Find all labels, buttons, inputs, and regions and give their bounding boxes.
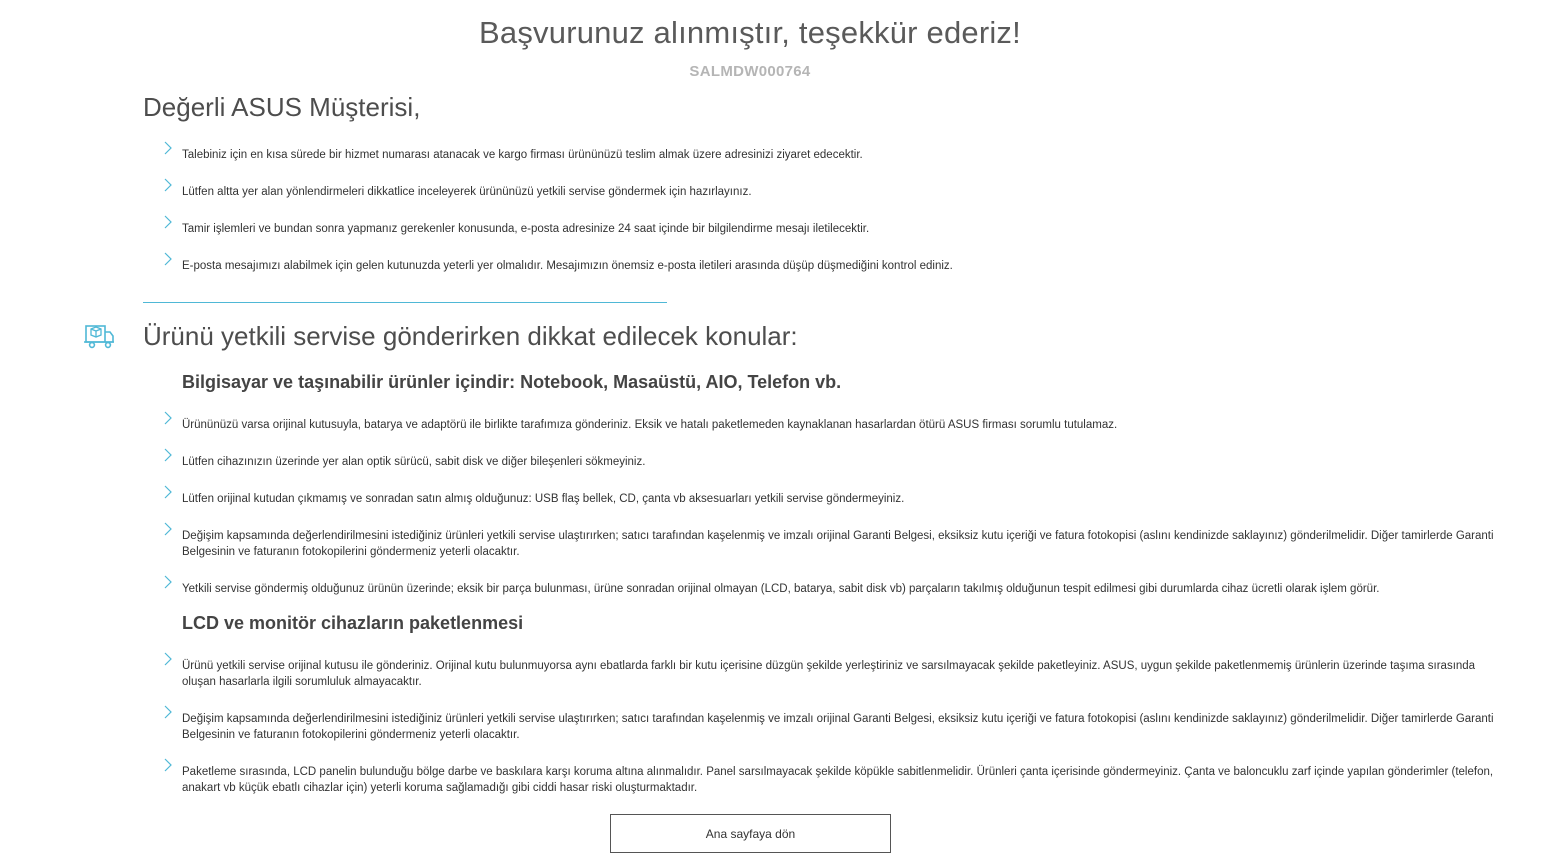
section-title: Ürünü yetkili servise gönderirken dikkat edilecek konular:: [143, 321, 798, 351]
chevron-right-icon: [163, 215, 177, 231]
list-item-text: Yetkili servise göndermiş olduğunuz ürünün üzerinde; eksik bir parça bulunması, ürüne sonradan orijinal olmayan (LCD, batarya, sabit disk vb) parçaların takılmış olduğunun tespit edilmesi gibi durumlarda cihaz ücretli olarak işlem görür.: [182, 583, 1380, 595]
chevron-right-icon: [163, 252, 177, 268]
list-item-text: Değişim kapsamında değerlendirilmesini istediğiniz ürünleri yetkili servise ulaştırırken; satıcı tarafından kaşelenmiş ve imzalı orijinal Garanti Belgesi, eksiksiz kutu içeriği ve fatura fotokopisi (aslını kendinizde saklayınız) gönderilmelidir. Diğer tamirlerde Garanti Belgesinin ve faturanın fotokopilerini göndermeniz yeterli olacaktır.: [182, 530, 1494, 558]
chevron-right-icon: [163, 758, 177, 774]
chevron-right-icon: [163, 141, 177, 157]
page-title: Başvurunuz alınmıştır, teşekkür ederiz!: [479, 15, 1021, 50]
delivery-truck-icon: [83, 323, 115, 349]
list-item-text: E-posta mesajımızı alabilmek için gelen kutunuzda yeterli yer olmalıdır. Mesajımızın önemsiz e-posta iletileri arasında düşüp düşmediğini kontrol ediniz.: [182, 260, 953, 272]
chevron-right-icon: [163, 575, 177, 591]
divider: [143, 302, 667, 303]
home-button[interactable]: Ana sayfaya dön: [610, 814, 891, 853]
list-item-text: Ürününüzü varsa orijinal kutusuyla, batarya ve adaptörü ile birlikte tarafımıza gönderiniz. Eksik ve hatalı paketlemeden kaynaklanan hasarlardan ötürü ASUS firması sorumlu tutulamaz.: [182, 419, 1118, 431]
reference-number: SALMDW000764: [689, 63, 811, 80]
list-item-text: Değişim kapsamında değerlendirilmesini istediğiniz ürünleri yetkili servise ulaştırırken; satıcı tarafından kaşelenmiş ve imzalı orijinal Garanti Belgesi, eksiksiz kutu içeriği ve fatura fotokopisi (aslını kendinizde saklayınız) gönderilmelidir. Diğer tamirlerde Garanti Belgesinin ve faturanın fotokopilerini göndermeniz yeterli olacaktır.: [182, 713, 1494, 741]
monitors-subtitle: LCD ve monitör cihazların paketlenmesi: [182, 613, 524, 633]
chevron-right-icon: [163, 178, 177, 194]
list-item-text: Ürünü yetkili servise orijinal kutusu ile gönderiniz. Orijinal kutu bulunmuyorsa aynı ebatlarda farklı bir kutu içerisine düzgün şekilde yerleştiriniz ve sarsılmayacak şekilde paketleyiniz. ASUS, uygun şekilde paketlenmemiş ürünlerin üzerinde taşıma sırasında oluşan hasarlarla ilgili sorumluluk almayacaktır.: [182, 660, 1476, 688]
chevron-right-icon: [163, 522, 177, 538]
chevron-right-icon: [163, 411, 177, 427]
greeting: Değerli ASUS Müşterisi,: [143, 92, 421, 122]
list-item-text: Lütfen orijinal kutudan çıkmamış ve sonradan satın almış olduğunuz: USB flaş bellek, CD, çanta vb aksesuarları yetkili servise göndermeyiniz.: [182, 493, 905, 505]
list-item-text: Lütfen cihazınızın üzerinde yer alan optik sürücü, sabit disk ve diğer bileşenleri sökmeyiniz.: [182, 456, 646, 468]
list-item-text: Tamir işlemleri ve bundan sonra yapmanız gerekenler konusunda, e-posta adresinize 24 saat içinde bir bilgilendirme mesajı iletilecektir.: [182, 223, 870, 235]
chevron-right-icon: [163, 652, 177, 668]
computers-subtitle: Bilgisayar ve taşınabilir ürünler içindir: Notebook, Masaüstü, AIO, Telefon vb.: [182, 372, 842, 392]
chevron-right-icon: [163, 485, 177, 501]
chevron-right-icon: [163, 705, 177, 721]
chevron-right-icon: [163, 448, 177, 464]
list-item-text: Talebiniz için en kısa sürede bir hizmet numarası atanacak ve kargo firması ürününüzü teslim almak üzere adresinizi ziyaret edecektir.: [182, 149, 863, 161]
list-item-text: Lütfen altta yer alan yönlendirmeleri dikkatlice inceleyerek ürününüzü yetkili servise göndermek için hazırlayınız.: [182, 186, 752, 198]
list-item-text: Paketleme sırasında, LCD panelin bulunduğu bölge darbe ve baskılara karşı koruma altına alınmalıdır. Panel sarsılmayacak şekilde köpükle sabitlenmelidir. Ürünleri çanta içerisinde göndermeyiniz. Çanta ve baloncuklu zarf içinde yapılan gönderimler (telefon, anakart vb küçük ebatlı cihazlar için) yeterli koruma sağlamadığı gibi ciddi hasar riski oluşturmaktadır.: [182, 766, 1494, 794]
